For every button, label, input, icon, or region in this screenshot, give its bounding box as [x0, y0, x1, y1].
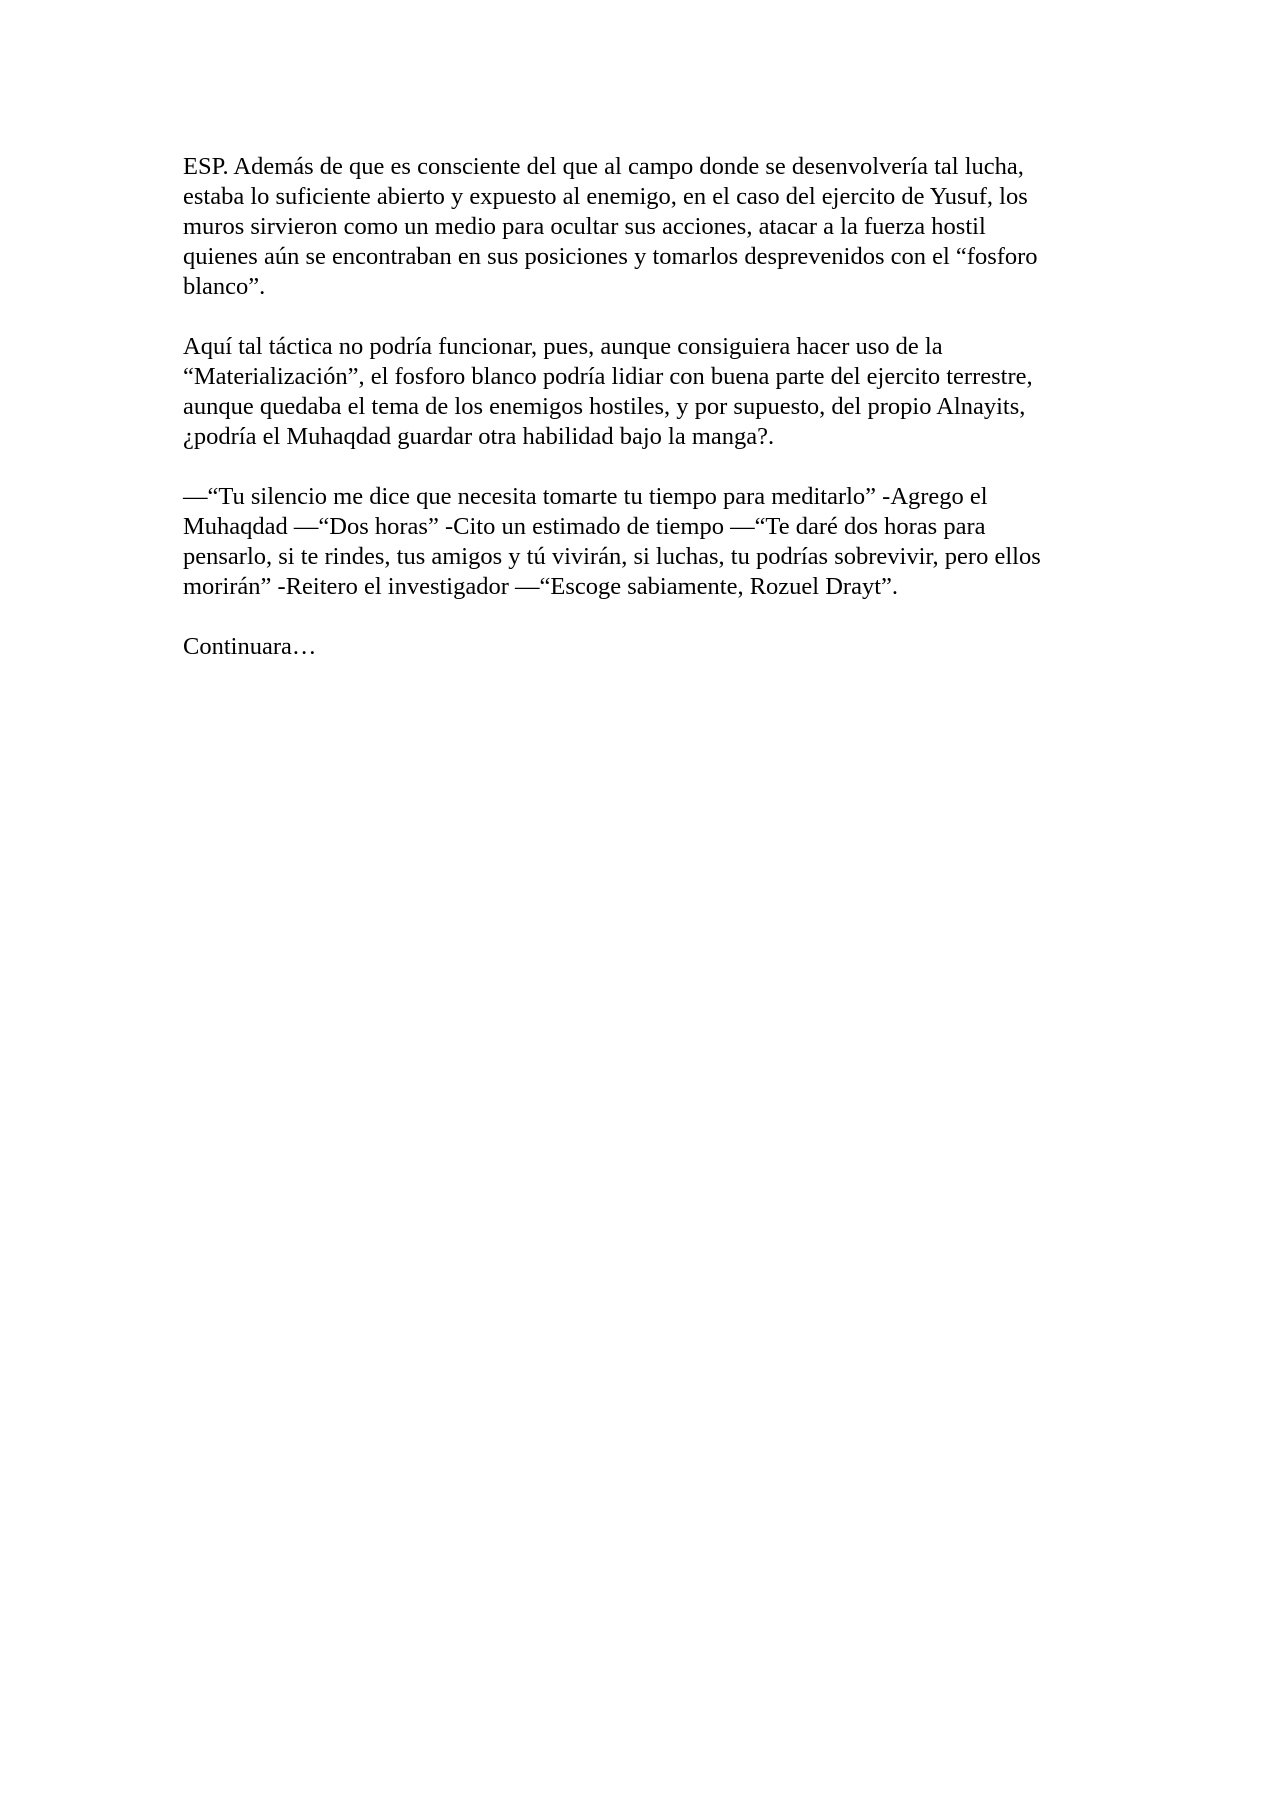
text-line: —“Tu silencio me dice que necesita tomarte tu tiempo para meditarlo” -Agrego el: [183, 483, 988, 510]
document-body: [183, 152, 1095, 692]
text-line: Muhaqdad —“Dos horas” -Cito un estimado de tiempo —“Te daré dos horas para: [183, 513, 986, 540]
text-line: quienes aún se encontraban en sus posiciones y tomarlos desprevenidos con el “fosforo: [183, 243, 1038, 270]
text-line: blanco”.: [183, 273, 266, 300]
paragraph-1: [183, 152, 1095, 302]
text-line: ¿podría el Muhaqdad guardar otra habilidad bajo la manga?.: [183, 423, 775, 450]
paragraph-2: [183, 332, 1095, 452]
text-line: muros sirvieron como un medio para ocultar sus acciones, atacar a la fuerza hostil: [183, 213, 986, 240]
text-line: “Materialización”, el fosforo blanco podría lidiar con buena parte del ejercito terrestre,: [183, 363, 1033, 390]
text-line: Aquí tal táctica no podría funcionar, pues, aunque consiguiera hacer uso de la: [183, 333, 943, 360]
text-line: Continuara…: [183, 633, 317, 660]
text-line: aunque quedaba el tema de los enemigos hostiles, y por supuesto, del propio Alnayits,: [183, 393, 1026, 420]
paragraph-3: [183, 482, 1095, 602]
text-line: morirán” -Reitero el investigador —“Escoge sabiamente, Rozuel Drayt”.: [183, 573, 898, 600]
paragraph-4: [183, 632, 1095, 662]
text-line: estaba lo suficiente abierto y expuesto al enemigo, en el caso del ejercito de Yusuf, los: [183, 183, 1028, 210]
text-line: ESP. Además de que es consciente del que al campo donde se desenvolvería tal lucha,: [183, 153, 1024, 180]
text-line: pensarlo, si te rindes, tus amigos y tú vivirán, si luchas, tu podrías sobrevivir, pero ellos: [183, 543, 1041, 570]
